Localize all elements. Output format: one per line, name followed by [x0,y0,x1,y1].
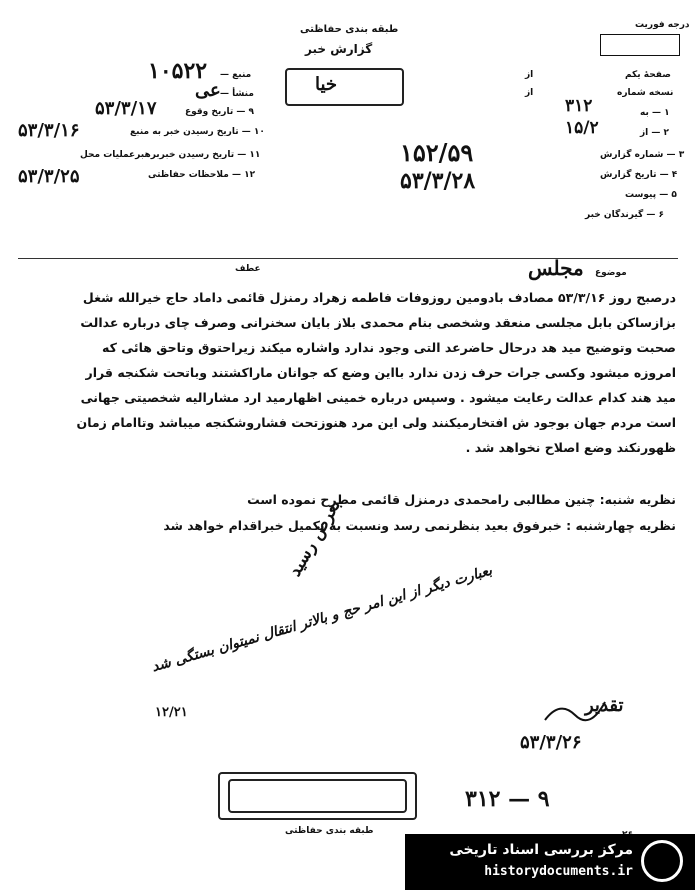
atf-label: عطف [235,264,261,274]
field-from-label: ۲ — از [640,128,670,138]
field-copy-label: نسخه شماره [617,88,674,98]
field-received-value: ۵۳/۳/۱۶ [18,120,80,141]
archive-logo [405,834,695,890]
body-line: صحبت وتوضیح مید هد درحال حاضرعد التی وجود ندارد واشاره میکند زیراحتوق وتاحق هائی که [102,340,676,355]
signature-word: تقدیر [585,695,624,716]
field-report-no-label: ۳ — شماره گزارش [600,150,685,160]
signature-stroke [545,702,605,720]
logo-name: مرکز بررسی اسناد تاریخی [449,842,633,858]
handwritten-note: بعبارت دیگر از این امر حج و بالاتر انتقال نمیتوان بستگی شد [150,562,494,676]
margin-note: بعرض رسید [285,496,345,580]
field-report-date-label: ۴ — تاریخ گزارش [600,170,678,180]
stamp-bottom-inner [228,779,407,813]
signature-scribble [540,690,610,730]
field-attachment-label: ۵ — پیوست [625,190,677,200]
field-origin-label: منشأ — [220,89,254,99]
field-from-value: ۱۵/۲ [565,118,599,138]
subject-label: موضوع [595,268,627,278]
field-origin-value: عی [195,80,221,101]
field-page-of: از [525,70,534,80]
logo-emblem-icon [641,840,683,882]
field-to-value: ۳۱۲ [565,96,593,116]
field-to-label: ۱ — به [640,108,670,118]
subject-value: مجلس [528,256,584,280]
bottom-number: ۳۱۲ — ۹ [465,786,550,812]
doc-number: ۱۰۵۲۲ [148,58,208,84]
field-security-label: ۱۲ — ملاحظات حفاظتی [148,170,256,180]
report-body [24,290,676,465]
field-occurrence-value: ۵۳/۳/۱۷ [95,98,157,119]
body-line: است مردم جهان بوجود ش افتخارمیکنند ولی این مرد هنوزتحت فشاروشکنجه میباشد وتاامام زمان [76,415,676,430]
field-report-no-value: ۱۵۲/۵۹ [400,138,474,167]
body-line: ظهورنکند وضع اصلاح نخواهد شد . [465,440,676,455]
note-saturday: نظریه شنبه: چنین مطالبی رامحمدی درمنزل قائمی مطرح نموده است [247,492,676,507]
note-wednesday: نظریه چهارشنبه : خبرفوق بعید بنظرنمی رسد ونسبت به تکمیل خبراقدام خواهد شد [163,518,676,533]
body-line: بزازساکن بابل مجلسی منعقد وشخصی بنام محمدی بلاز بایان سخنرانی وصرف چای درباره عدالت [80,315,676,330]
field-source-label: منبع — [220,70,252,80]
body-line: درصبح روز ۵۳/۳/۱۶ مصادف بادومین روزوفات فاطمه زهراد رمنزل قائمی داماد حاج خیرالله شغل [82,290,676,305]
stamp-bottom [218,772,417,820]
report-title: گزارش خبر [305,42,373,56]
field-received-label: ۱۰ — تاریخ رسیدن خبر به منبع [130,127,265,137]
initials: ۱۲/۲۱ [155,705,188,720]
logo-url: historydocuments.ir [484,864,633,879]
priority-box [600,34,680,56]
stamp-top-text: خیا [315,74,338,95]
signature-date: ۵۳/۳/۲۶ [520,732,582,753]
field-report-date-value: ۵۳/۳/۲۸ [400,168,476,194]
body-line: مید هند کدام عدالت رعایت میشود . وسپس درباره خمینی اظهارمید ارد مشارالیه شخصیتی جهانی [80,390,676,405]
priority-label: درجه فوریت [635,20,690,30]
body-line: امروزه میشود وکسی جرات حرف زدن ندارد بااین وضع که جوانان ماراکشتند وباتحت شکنجه قرار [85,365,676,380]
field-copy-of: از [525,88,534,98]
field-ops-label: ۱۱ — تاریخ رسیدن خبربرهبرعملیات محل [80,150,261,160]
field-occurrence-label: ۹ — تاریخ وقوع [185,107,254,117]
stamp-top [285,68,404,106]
field-page-label: صفحهٔ یکم [625,70,671,80]
field-recipients-label: ۶ — گیرندگان خبر [585,210,665,220]
classification-top: طبقه بندی حفاظتی [300,24,399,35]
classification-bottom: طبقه بندی حفاظتی [285,826,374,836]
field-security-value: ۵۳/۳/۲۵ [18,166,80,187]
